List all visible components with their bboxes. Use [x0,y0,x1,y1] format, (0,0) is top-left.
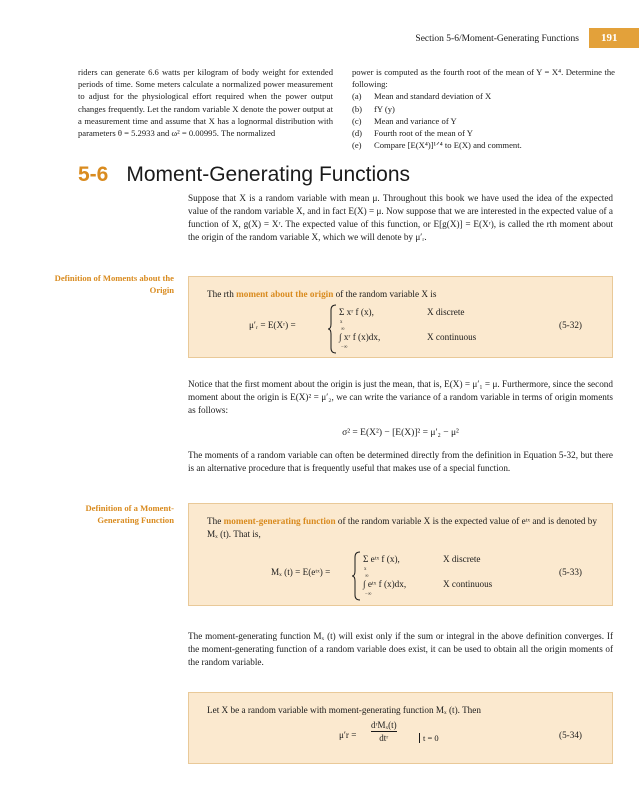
intro-text: The rth [207,289,234,299]
integral-upper-limit: ∞ [365,574,369,579]
section-number: 5-6 [78,163,109,186]
right-column [352,66,615,151]
box-intro [207,288,597,301]
case-discrete: Σ eᵗˣ f (x), [363,554,400,564]
case-discrete: Σ xʳ f (x), [339,307,374,317]
paragraph-alternative: The moments of a random variable can often be determined directly from the definition in Equation 5-32, but there is an alternative procedure that is frequently useful that makes use of a special function. [188,450,613,473]
fraction-numerator: dʳMₓ(t) [371,720,397,730]
item-text: Compare [E(X⁴)]¹ᐟ⁴ to E(X) and comment. [374,140,522,151]
sum-index: x [364,567,367,572]
exercise-item [352,127,615,139]
derivative-fraction [371,720,397,743]
item-label: (d) [352,128,363,139]
case-continuous: ∫ eᵗˣ f (x)dx, [363,579,407,589]
item-text: Mean and standard deviation of X [374,91,492,102]
sidenote-origin-moments: Definition of Moments about the Origin [54,273,174,295]
integral-lower-limit: −∞ [341,345,348,350]
equation-number: (5-34) [559,730,582,740]
item-text: Mean and variance of Y [374,115,457,126]
equation-lhs: μ′r = [339,730,357,740]
fraction-bar [371,731,397,732]
key-term: moment about the origin [236,289,334,299]
item-text: fY (y) [374,103,395,114]
item-text: Fourth root of the mean of Y [374,128,473,139]
exercise-item [352,115,615,127]
equation-lhs: μ′ᵣ = E(Xʳ) = [249,320,296,330]
integral-lower-limit: −∞ [365,592,372,597]
sidenote-mgf: Definition of a Moment-Generating Function [85,503,174,525]
intro-text: of the random variable X is the expected value of eᵗˣ and is denoted by Mₓ (t). That is, [207,516,597,539]
equation-number: (5-32) [559,320,582,330]
case-continuous: ∫ xʳ f (x)dx, [339,332,381,342]
intro-paragraph: Suppose that X is a random variable with mean μ. Throughout this book we have used the idea of the expected value of the random variable X, and in fact E(X) = μ. Now suppose that we are interested in the expected value of a function of X, g(X) = Xʳ. The expected value of this function, or E[g(X)] = E(Xʳ), is called the rth moment about the origin of the random variable X, which we will denote by μ′ᵣ. [188,193,613,242]
brace [351,551,361,603]
exercise-list [352,90,615,151]
case-discrete-condition: X discrete [443,554,481,564]
box-intro: Let X be a random variable with moment-generating function Mₓ (t). Then [207,705,481,715]
exercise-item [352,103,615,115]
intro-text: of the random variable X is [335,289,437,299]
running-title: Section 5-6/Moment-Generating Functions [415,34,579,44]
equation-lhs: Mₓ (t) = E(eᵗˣ) = [271,567,331,577]
exercise-lead: power is computed as the fourth root of the mean of Y = X⁴. Determine the following: [352,67,615,90]
section-heading [78,163,410,187]
case-continuous-condition: X continuous [427,332,477,342]
evaluation-condition: t = 0 [419,733,439,743]
exercise-item [352,90,615,102]
left-column-text: riders can generate 6.6 watts per kilogram of body weight for extended periods of time. Some meters calculate a normalized power measurement to adjust for the physiological effort required when the power output changes frequently. Let the random variable X denote the power output at a measurement time and assume that X has a lognormal distribution with parameters θ = 5.2933 and ω² = 0.00995. The normalized [78,67,333,139]
key-term: moment-generating function [223,516,336,526]
item-label: (e) [352,140,362,151]
paragraph-first-moment: Notice that the first moment about the origin is just the mean, that is, E(X) = μ′₁ = μ. Furthermore, since the second moment about the origin is E(X)² = μ′₂, we can write the variance of a random variable in terms of origin moments as follows: [188,379,613,415]
brace [327,304,337,356]
case-continuous-condition: X continuous [443,579,493,589]
integral-upper-limit: ∞ [341,327,345,332]
definition-box-moments [188,276,613,358]
case-discrete-condition: X discrete [427,307,465,317]
item-label: (b) [352,103,363,114]
variance-equation: σ² = E(X²) − [E(X)]² = μ′₂ − μ² [342,428,459,438]
definition-box-mgf [188,503,613,606]
page-number-badge [589,28,639,48]
section-title: Moment-Generating Functions [126,163,410,186]
equation-number: (5-33) [559,567,582,577]
page-number: 191 [601,32,618,44]
intro-text: The [207,516,222,526]
item-label: (a) [352,91,362,102]
theorem-box [188,692,613,764]
paragraph-existence: The moment-generating function Mₓ (t) will exist only if the sum or integral in the above definition converges. If the moment-generating function of a random variable does exist, it can be used to obtain all the origin moments of the random variable. [188,631,613,667]
exercise-item [352,139,615,151]
item-label: (c) [352,115,362,126]
sum-index: x [340,320,343,325]
box-intro [207,515,597,541]
fraction-denominator: dtʳ [379,733,389,743]
